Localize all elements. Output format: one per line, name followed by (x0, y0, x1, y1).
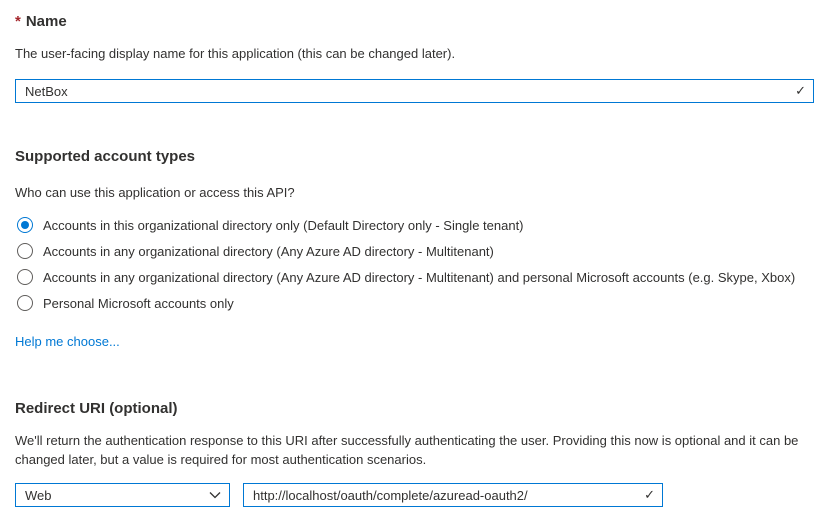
account-types-title: Supported account types (15, 148, 196, 165)
chevron-down-icon (209, 491, 221, 499)
name-section (15, 12, 814, 103)
radio-option-label: Accounts in any organizational directory (Any Azure AD directory - Multitenant) and personal Microsoft accounts (e.g. Skype, Xbox) (43, 269, 796, 285)
radio-button-icon[interactable] (17, 295, 33, 311)
radio-option-personal-only[interactable] (15, 290, 814, 316)
help-me-choose-link[interactable]: Help me choose... (15, 334, 120, 349)
name-section-title (15, 12, 814, 32)
redirect-uri-description: We'll return the authentication response to this URI after successfully authenticating the user. Providing this now is optional and it can be changed later, but a value is required for most authentication scenarios. (15, 433, 799, 467)
redirect-uri-input[interactable] (244, 484, 662, 506)
platform-select[interactable] (15, 483, 230, 507)
section-spacer (15, 103, 814, 147)
redirect-uri-title: Redirect URI (optional) (15, 400, 178, 417)
valid-check-icon: ✓ (795, 83, 806, 98)
radio-option-single-tenant[interactable] (15, 212, 814, 238)
required-asterisk: * (15, 13, 21, 30)
name-input[interactable] (16, 80, 813, 102)
name-title-text: Name (25, 13, 67, 30)
radio-option-label: Accounts in this organizational directory only (Default Directory only - Single tenant) (43, 217, 524, 233)
radio-button-icon[interactable] (17, 269, 33, 285)
redirect-uri-row (15, 483, 814, 507)
radio-option-multitenant-personal[interactable] (15, 264, 814, 290)
account-types-question: Who can use this application or access this API? (15, 185, 295, 200)
redirect-uri-section (15, 399, 814, 507)
account-types-radio-group (15, 212, 814, 316)
name-description: The user-facing display name for this application (this can be changed later). (15, 46, 456, 61)
section-spacer (15, 351, 814, 399)
radio-option-label: Accounts in any organizational directory (Any Azure AD directory - Multitenant) (43, 243, 494, 259)
valid-check-icon: ✓ (644, 487, 655, 502)
supported-account-types-section (15, 147, 814, 351)
platform-select-value: Web (25, 487, 52, 503)
redirect-uri-input-container (243, 483, 663, 507)
radio-button-icon[interactable] (17, 243, 33, 259)
name-input-container (15, 79, 814, 103)
radio-option-label: Personal Microsoft accounts only (43, 295, 234, 311)
radio-option-multitenant[interactable] (15, 238, 814, 264)
radio-button-icon[interactable] (17, 217, 33, 233)
